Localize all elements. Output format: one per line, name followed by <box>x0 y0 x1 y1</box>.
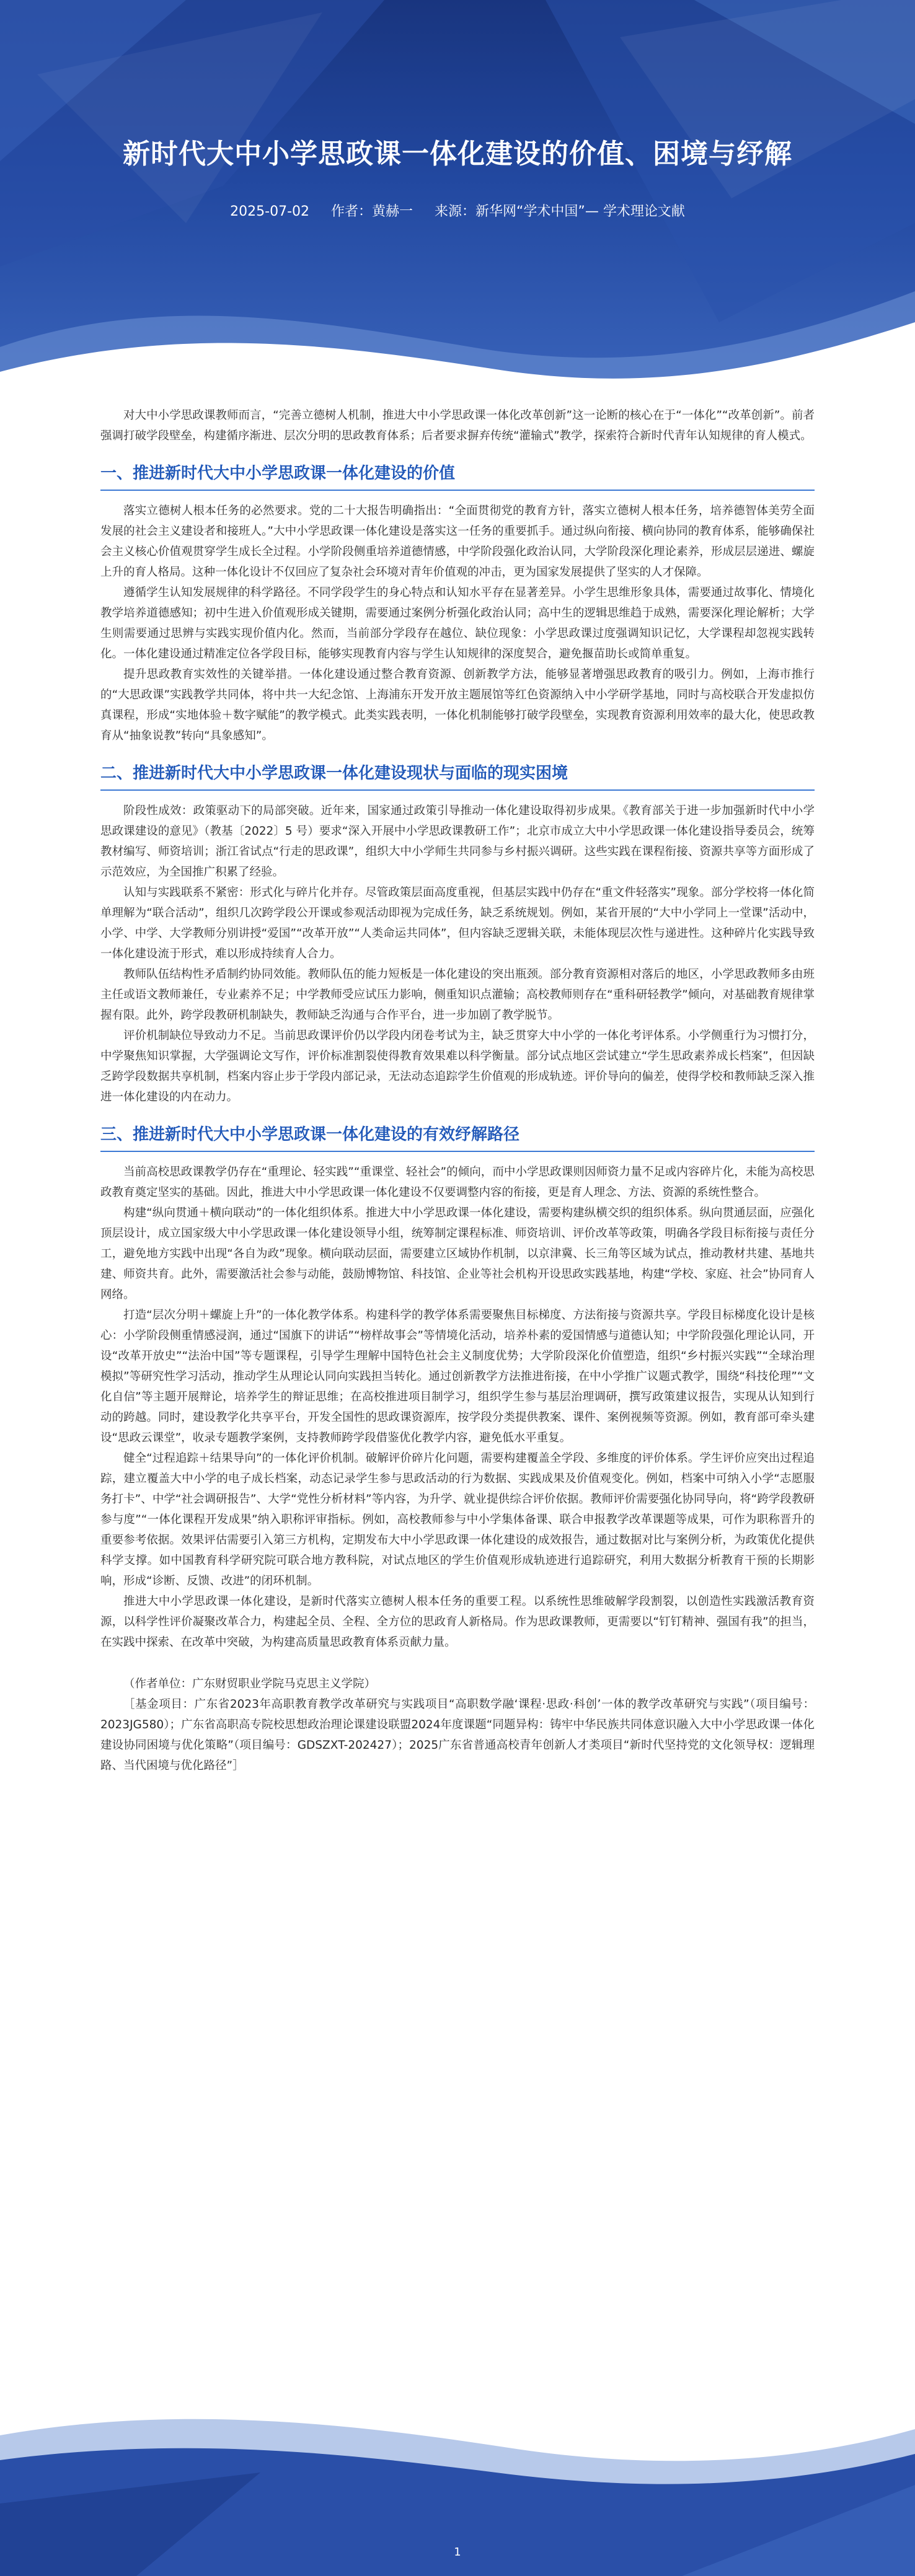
author-unit: （作者单位：广东财贸职业学院马克思主义学院） <box>123 1677 376 1690</box>
section-heading-2: 二、推进新时代大中小学思政课一体化建设现状与面临的现实困境 <box>100 762 815 791</box>
intro-paragraph: 对大中小学思政课教师而言，“完善立德树人机制，推进大中小学思政课一体化改革创新”这一论断的核心在于“一体化”“改革创新”。前者强调打破学段壁垒，构建循序渐进、层次分明的思政教育体系；后者要求摒弃传统“灌输式”教学，探索符合新时代青年认知规律的育人模式。 <box>100 409 815 442</box>
section-heading-3: 三、推进新时代大中小学思政课一体化建设的有效纾解路径 <box>100 1123 815 1152</box>
paragraph: 教师队伍结构性矛盾制约协同效能。教师队伍的能力短板是一体化建设的突出瓶颈。部分教育资源相对落后的地区，小学思政教师多由班主任或语文教师兼任，专业素养不足；中学教师受应试压力影响，侧重知识点灌输；高校教师则存在“重科研轻教学”倾向，对基础教育规律掌握有限。此外，跨学段教研机制缺失，教师缺乏沟通与合作平台，进一步加剧了教学脱节。 <box>100 968 815 1022</box>
paragraph: 落实立德树人根本任务的必然要求。党的二十大报告明确指出：“全面贯彻党的教育方针，落实立德树人根本任务，培养德智体美劳全面发展的社会主义建设者和接班人。”大中小学思政课一体化建设是落实这一任务的重要抓手。通过纵向衔接、横向协同的教育体系，能够确保社会主义核心价值观贯穿学生成长全过程。小学阶段侧重培养道德情感，中学阶段强化政治认同，大学阶段深化理论素养，形成层层递进、螺旋上升的育人格局。这种一体化设计不仅回应了复杂社会环境对青年价值观的冲击，更为国家发展提供了坚实的人才保障。 <box>100 504 815 579</box>
section-heading-1: 一、推进新时代大中小学思政课一体化建设的价值 <box>100 462 815 491</box>
header-decoration <box>0 0 915 397</box>
article-meta <box>0 201 915 220</box>
paragraph: 评价机制缺位导致动力不足。当前思政课评价仍以学段内闭卷考试为主，缺乏贯穿大中小学的一体化考评体系。小学侧重行为习惯打分，中学聚焦知识掌握，大学强调论文写作，评价标准割裂使得教育效果难以科学衡量。部分试点地区尝试建立“学生思政素养成长档案”，但因缺乏跨学段数据共享机制，档案内容止步于学段内部记录，无法动态追踪学生价值观的形成轨迹。评价导向的偏差，使得学校和教师缺乏深入推进一体化建设的内在动力。 <box>100 1029 815 1104</box>
paragraph: 阶段性成效：政策驱动下的局部突破。近年来，国家通过政策引导推动一体化建设取得初步成果。《教育部关于进一步加强新时代中小学思政课建设的意见》（教基〔2022〕5 号）要求“深入开展中小学思政课教研工作”；北京市成立大中小学思政课一体化建设指导委员会，统筹教材编写、师资培训；浙江省试点“行走的思政课”，组织大中小学师生共同参与乡村振兴调研。这些实践在课程衔接、资源共享等方面形成了示范效应，为全国推广积累了经验。 <box>100 804 815 879</box>
author: 作者：黄赫一 <box>331 204 413 219</box>
paragraph: 遵循学生认知发展规律的科学路径。不同学段学生的身心特点和认知水平存在显著差异。小学生思维形象具体，需要通过故事化、情境化教学培养道德感知；初中生进入价值观形成关键期，需要通过案例分析强化政治认同；高中生的逻辑思维趋于成熟，需要深化理论解析；大学生则需要通过思辨与实践实现价值内化。然而，当前部分学段存在越位、缺位现象：小学思政课过度强调知识记忆，大学课程却忽视实践转化。一体化建设通过精准定位各学段目标，能够实现教育内容与学生认知规律的深度契合，避免揠苗助长或简单重复。 <box>100 586 815 661</box>
source: 来源：新华网“学术中国”— 学术理论文献 <box>435 204 685 219</box>
header-banner <box>0 0 915 397</box>
paragraph: 构建“纵向贯通＋横向联动”的一体化组织体系。推进大中小学思政课一体化建设，需要构建纵横交织的组织体系。纵向贯通层面，应强化顶层设计，成立国家级大中小学思政课一体化建设领导小组，统筹制定课程标准、师资培训、评价改革等政策，明确各学段目标衔接与责任分工，避免地方实践中出现“各自为政”现象。横向联动层面，需要建立区域协作机制，以京津冀、长三角等区域为试点，推动教材共建、基地共建、师资共育。此外，需要激活社会参与动能，鼓励博物馆、科技馆、企业等社会机构开设思政实践基地，构建“学校、家庭、社会”协同育人网络。 <box>100 1207 815 1301</box>
paragraph: 打造“层次分明＋螺旋上升”的一体化教学体系。构建科学的教学体系需要聚焦目标梯度、方法衔接与资源共享。学段目标梯度化设计是核心：小学阶段侧重情感浸润，通过“国旗下的讲话”“榜样故事会”等情境化活动，培养朴素的爱国情感与道德认知；中学阶段强化理论认同，开设“改革开放史”“法治中国”等专题课程，引导学生理解中国特色社会主义制度优势；大学阶段深化价值塑造，组织“乡村振兴实践”“全球治理模拟”等研究性学习活动，推动学生从理论认同向实践担当转化。通过创新教学方法推进衔接，在中小学推广议题式教学，围绕“科技伦理”“文化自信”等主题开展辩论，培养学生的辩证思维；在高校推进项目制学习，组织学生参与基层治理调研，撰写政策建议报告，实现从认知到行动的跨越。同时，建设教学化共享平台，开发全国性的思政课资源库，按学段分类提供教案、课件、案例视频等资源。例如，教育部可牵头建设“思政云课堂”，收录专题教学案例，支持教师跨学段借鉴优化教学内容，避免低水平重复。 <box>100 1309 815 1444</box>
paragraph: 当前高校思政课教学仍存在“重理论、轻实践”“重课堂、轻社会”的倾向，而中小学思政课则因师资力量不足或内容碎片化，未能为高校思政教育奠定坚实的基础。因此，推进大中小学思政课一体化建设不仅要调整内容的衔接，更是育人理念、方法、资源的系统性整合。 <box>100 1166 815 1199</box>
publish-date: 2025-07-02 <box>230 204 310 219</box>
page-number: 1 <box>454 2546 461 2559</box>
paragraph: 健全“过程追踪＋结果导向”的一体化评价机制。破解评价碎片化问题，需要构建覆盖全学段、多维度的评价体系。学生评价应突出过程追踪，建立覆盖大中小学的电子成长档案，动态记录学生参与思政活动的行为数据、实践成果及价值观变化。例如，档案中可纳入小学“志愿服务打卡”、中学“社会调研报告”、大学“党性分析材料”等内容，为升学、就业提供综合评价依据。教师评价需要强化协同导向，将“跨学段教研参与度”“一体化课程开发成果”纳入职称评审指标。例如，高校教师参与中小学集体备课、联合申报教学改革课题等成果，可作为职称晋升的重要参考依据。效果评估需要引入第三方机构，定期发布大中小学思政课一体化建设的成效报告，通过数据对比与案例分析，为政策优化提供科学支撑。如中国教育科学研究院可联合地方教科院，对试点地区的学生价值观形成轨迹进行追踪研究，利用大数据分析教育干预的长期影响，形成“诊断、反馈、改进”的闭环机制。 <box>100 1452 815 1588</box>
paragraph: 推进大中小学思政课一体化建设，是新时代落实立德树人根本任务的重要工程。以系统性思维破解学段割裂，以创造性实践激活教育资源，以科学性评价凝聚改革合力，构建起全员、全程、全方位的思政育人新格局。作为思政课教师，更需要以“钉钉精神、强国有我”的担当，在实践中探索、在改革中突破，为构建高质量思政教育体系贡献力量。 <box>100 1595 815 1649</box>
article-body <box>100 405 815 1776</box>
page-title: 新时代大中小学思政课一体化建设的价值、困境与纾解 <box>123 138 792 170</box>
footer-decoration <box>0 2342 915 2576</box>
paragraph: 认知与实践联系不紧密：形式化与碎片化并存。尽管政策层面高度重视，但基层实践中仍存在“重文件轻落实”现象。部分学校将一体化简单理解为“联合活动”，组织几次跨学段公开课或参观活动即视为完成任务，缺乏系统规划。例如，某省开展的“大中小学同上一堂课”活动中，小学、中学、大学教师分别讲授“爱国”“改革开放”“人类命运共同体”，但内容缺乏逻辑关联，未能体现层次性与递进性。这种碎片化实践导致一体化建设流于形式，难以形成持续育人合力。 <box>100 886 815 961</box>
funding-note: ［基金项目：广东省2023年高职教育教学改革研究与实践项目“高职数学融‘课程·思政·科创’一体的教学改革研究与实践”（项目编号：2023JG580）；广东省高职高专院校思想政治理论课建设联盟2024年度课题“同题异构：铸牢中华民族共同体意识融入大中小学思政课一体化建设协同困境与优化策略”（项目编号：GDSZXT-202427）；2025广东省普通高校青年创新人才类项目“新时代坚持党的文化领导权：逻辑理路、当代困境与优化路径”］ <box>100 1698 815 1772</box>
paragraph: 提升思政教育实效性的关键举措。一体化建设通过整合教育资源、创新教学方法，能够显著增强思政教育的吸引力。例如，上海市推行的“大思政课”实践教学共同体，将中共一大纪念馆、上海浦东开发开放主题展馆等红色资源纳入中小学研学基地，同时与高校联合开发虚拟仿真课程，形成“实地体验＋数字赋能”的教学模式。此类实践表明，一体化机制能够打破学段壁垒，实现教育资源利用效率的最大化，使思政教育从“抽象说教”转向“具象感知”。 <box>100 668 815 742</box>
